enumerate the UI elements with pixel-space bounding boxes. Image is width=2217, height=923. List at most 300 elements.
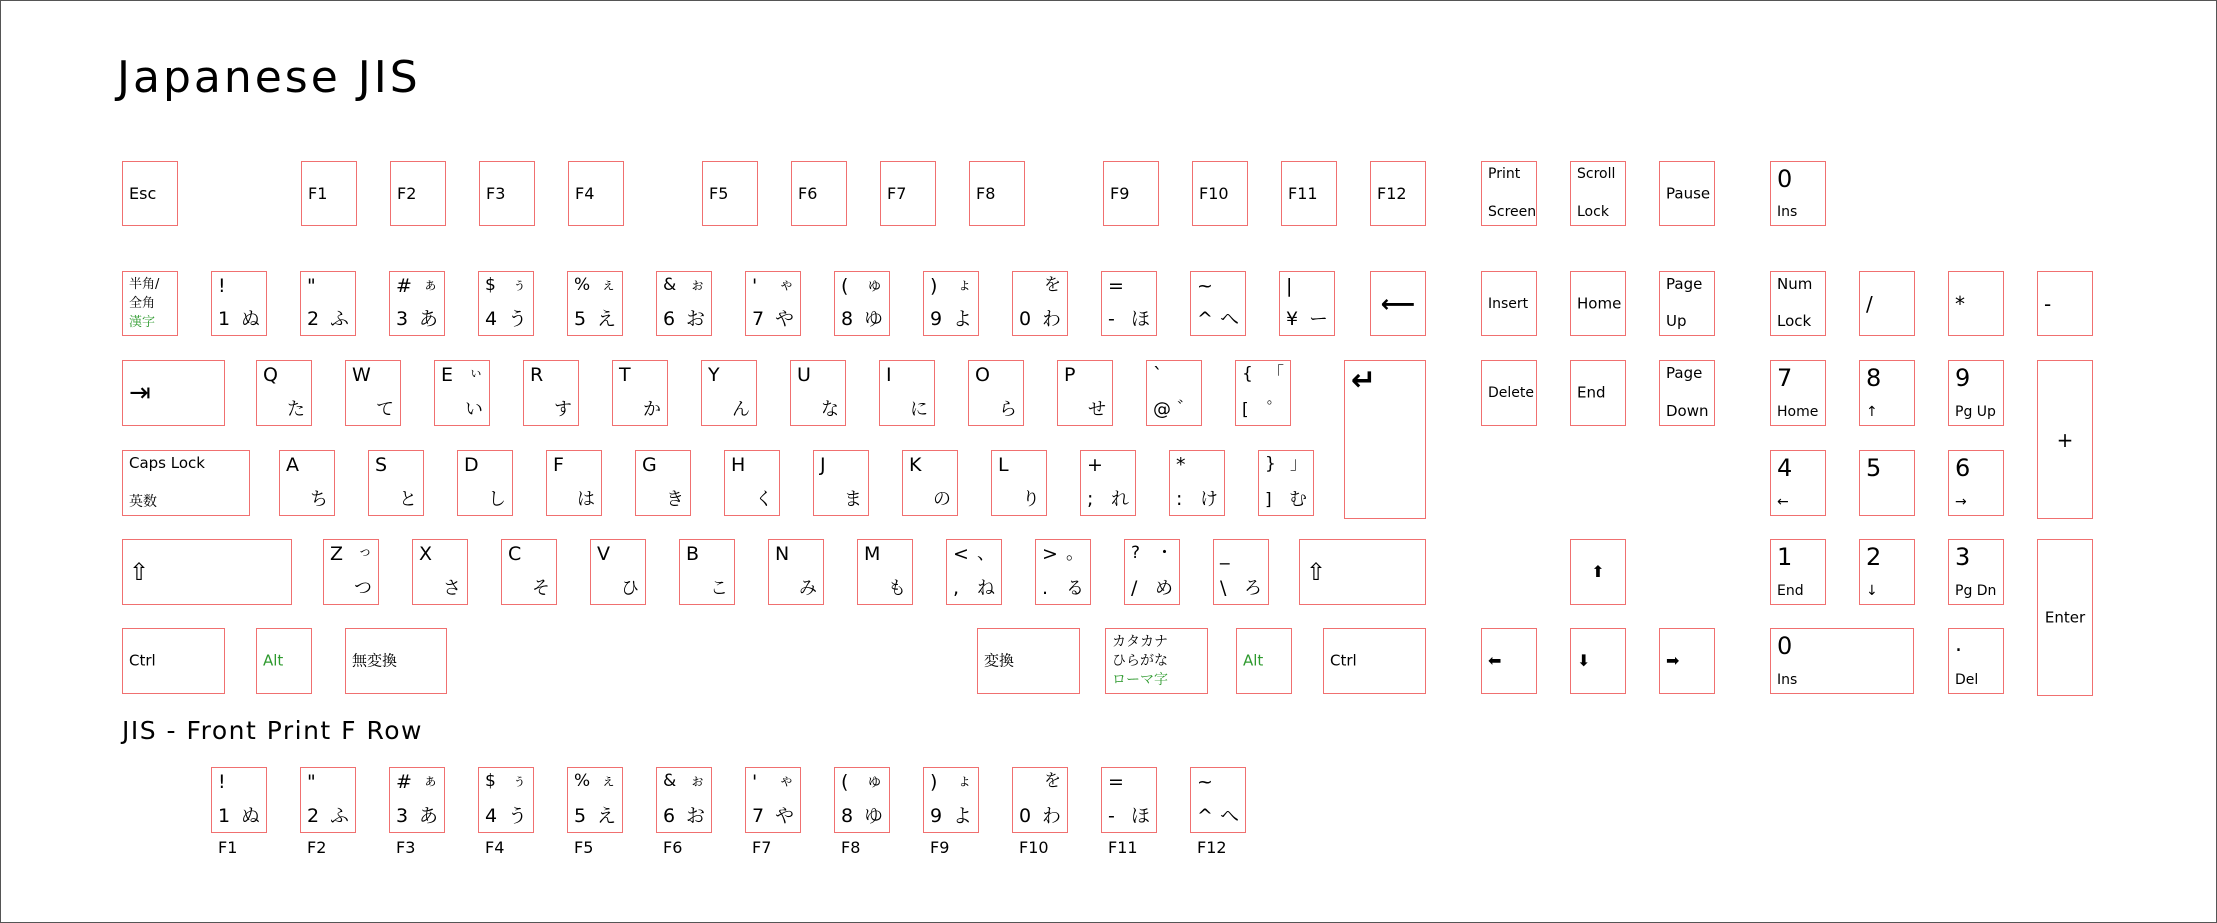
key-f3 bbox=[479, 161, 535, 226]
key-u bbox=[790, 360, 846, 426]
key-legend: い bbox=[465, 399, 483, 420]
key-legend: Z bbox=[330, 543, 344, 565]
key-legend: 6 bbox=[1955, 454, 1971, 482]
key-legend: 0 bbox=[1777, 165, 1793, 193]
key-legend: ) bbox=[930, 275, 938, 297]
key-legend: ひ bbox=[621, 578, 639, 599]
key-f bbox=[546, 450, 602, 516]
key-legend: Y bbox=[708, 364, 720, 386]
key-legend: ほ bbox=[1130, 805, 1150, 827]
key-num-9 bbox=[1948, 360, 2004, 426]
key-legend: F6 bbox=[798, 183, 818, 203]
key-legend: Scroll bbox=[1577, 166, 1616, 182]
key-legend: P bbox=[1064, 364, 1076, 386]
key-legend: 8 bbox=[1866, 364, 1882, 392]
key-legend: | bbox=[1286, 275, 1293, 297]
key-legend: ' bbox=[752, 275, 758, 297]
key-legend: く bbox=[755, 489, 773, 510]
key-arrow-left bbox=[1481, 628, 1537, 694]
key-f12 bbox=[1370, 161, 1426, 226]
key-legend: Insert bbox=[1488, 295, 1529, 312]
key-num-4 bbox=[1770, 450, 1826, 516]
key-right-shift bbox=[1299, 539, 1426, 605]
key-num-2 bbox=[1859, 539, 1915, 605]
key-num-multiply bbox=[1948, 271, 2004, 336]
key-legend: Lock bbox=[1577, 204, 1609, 220]
key-legend: ょ bbox=[956, 275, 972, 293]
key-legend: ぁ bbox=[422, 771, 438, 789]
key-num-divide bbox=[1859, 271, 1915, 336]
key-legend: " bbox=[307, 771, 316, 793]
key-4 bbox=[478, 271, 534, 336]
key-legend: 変換 bbox=[984, 651, 1015, 670]
key-legend: Alt bbox=[263, 651, 284, 670]
key-n bbox=[768, 539, 824, 605]
key-left-alt bbox=[256, 628, 312, 694]
key-legend: は bbox=[577, 489, 595, 510]
front-key-f9 bbox=[923, 767, 979, 833]
key-legend: End bbox=[1777, 583, 1804, 599]
key-legend: ひらがな bbox=[1112, 653, 1168, 669]
key-legend: - bbox=[1108, 308, 1115, 330]
key-legend: L bbox=[998, 454, 1009, 476]
key-legend: み bbox=[799, 578, 817, 599]
front-key-f8 bbox=[834, 767, 890, 833]
key-yen bbox=[1279, 271, 1335, 336]
front-key-f4 bbox=[478, 767, 534, 833]
key-legend: # bbox=[396, 275, 412, 297]
key-legend: 。 bbox=[1066, 543, 1084, 564]
key-legend: @ bbox=[1153, 399, 1171, 420]
key-legend: = bbox=[1108, 275, 1124, 297]
key-legend: つ bbox=[354, 578, 372, 599]
key-legend: F7 bbox=[887, 183, 907, 203]
key-legend: S bbox=[375, 454, 388, 476]
key-legend: や bbox=[774, 805, 794, 827]
key-legend: Q bbox=[263, 364, 278, 386]
key-legend: 1 bbox=[1777, 543, 1793, 571]
key-0 bbox=[1012, 271, 1068, 336]
key-legend: * bbox=[1955, 291, 1965, 316]
key-b bbox=[679, 539, 735, 605]
key-2 bbox=[300, 271, 356, 336]
key-legend: か bbox=[643, 399, 661, 420]
key-legend: め bbox=[1155, 578, 1173, 599]
key-legend: 7 bbox=[752, 805, 765, 827]
key-legend: X bbox=[419, 543, 433, 565]
key-legend: 8 bbox=[841, 805, 854, 827]
key-legend: } bbox=[1265, 454, 1276, 474]
key-legend: ぬ bbox=[240, 805, 260, 827]
key-legend: F2 bbox=[397, 183, 417, 203]
key-num-7 bbox=[1770, 360, 1826, 426]
key-legend: ぉ bbox=[689, 275, 705, 293]
key-legend: + bbox=[2056, 427, 2074, 452]
key-f7 bbox=[880, 161, 936, 226]
key-legend: ` bbox=[1153, 364, 1163, 386]
key-legend: 3 bbox=[396, 308, 409, 330]
front-key-f2 bbox=[300, 767, 356, 833]
key-legend: ぬ bbox=[240, 308, 260, 330]
key-legend: ・ bbox=[1156, 543, 1173, 563]
key-legend: え bbox=[596, 308, 616, 330]
key-legend: 9 bbox=[930, 308, 943, 330]
key-o bbox=[968, 360, 1024, 426]
key-legend: Num bbox=[1777, 275, 1813, 293]
key-j bbox=[813, 450, 869, 516]
key-f11 bbox=[1281, 161, 1337, 226]
key-legend: 3 bbox=[396, 805, 409, 827]
key-legend: G bbox=[642, 454, 657, 476]
key-legend: ぉ bbox=[689, 771, 705, 789]
key-legend: ぁ bbox=[422, 275, 438, 293]
key-legend: う bbox=[507, 805, 527, 827]
key-legend: ~ bbox=[1197, 771, 1213, 793]
key-legend: ^ bbox=[1197, 805, 1213, 827]
key-backslash bbox=[1213, 539, 1269, 605]
key-legend: F8 bbox=[976, 183, 996, 203]
front-row-label: F11 bbox=[1108, 838, 1138, 857]
key-i bbox=[879, 360, 935, 426]
diagram-title: Japanese JIS bbox=[117, 52, 421, 103]
key-legend: & bbox=[663, 275, 677, 295]
key-legend: き bbox=[666, 489, 684, 510]
key-legend: Print bbox=[1488, 166, 1521, 182]
key-num-enter bbox=[2037, 539, 2093, 696]
key-legend: Lock bbox=[1777, 312, 1812, 330]
key-y bbox=[701, 360, 757, 426]
key-hankaku-zenkaku bbox=[122, 271, 178, 336]
key-legend: ゆ bbox=[863, 805, 883, 827]
key-arrow-right bbox=[1659, 628, 1715, 694]
key-legend: F12 bbox=[1377, 183, 1407, 203]
key-legend: ゆ bbox=[863, 308, 883, 330]
key-legend: 1 bbox=[218, 805, 231, 827]
key-num-decimal bbox=[1948, 628, 2004, 694]
key-legend: 5 bbox=[574, 805, 587, 827]
front-row-label: F8 bbox=[841, 838, 861, 857]
key-legend: 4 bbox=[1777, 454, 1793, 482]
key-legend: Page bbox=[1666, 275, 1703, 293]
front-print-heading: JIS - Front Print F Row bbox=[122, 716, 423, 745]
key-legend: ↓ bbox=[1866, 583, 1878, 599]
key-legend: 7 bbox=[1777, 364, 1793, 392]
key-caret bbox=[1190, 271, 1246, 336]
key-legend: \ bbox=[1220, 577, 1227, 599]
front-key-f5 bbox=[567, 767, 623, 833]
key-print-screen bbox=[1481, 161, 1537, 226]
key-legend: ほ bbox=[1130, 308, 1150, 330]
key-legend: F10 bbox=[1199, 183, 1229, 203]
key-legend: う bbox=[507, 308, 527, 330]
key-legend: Home bbox=[1777, 404, 1819, 420]
key-legend: 、 bbox=[977, 543, 995, 564]
key-legend: ⬇ bbox=[1577, 651, 1591, 670]
key-legend: ~ bbox=[1197, 275, 1213, 297]
key-legend: ⬅ bbox=[1488, 651, 1502, 670]
key-w bbox=[345, 360, 401, 426]
key-muhenkan bbox=[345, 628, 447, 694]
key-legend: な bbox=[821, 399, 839, 420]
key-tab bbox=[122, 360, 225, 426]
key-legend: ] bbox=[1265, 490, 1272, 510]
key-legend: ⇧ bbox=[129, 558, 150, 586]
key-slash bbox=[1124, 539, 1180, 605]
key-legend: 0 bbox=[1019, 805, 1032, 827]
key-legend: お bbox=[685, 308, 705, 330]
key-legend: ゃ bbox=[778, 771, 794, 789]
key-legend: こ bbox=[710, 578, 728, 599]
key-legend: { bbox=[1242, 364, 1253, 384]
key-katakana-hiragana bbox=[1105, 628, 1208, 694]
key-legend: 0 bbox=[1019, 308, 1032, 330]
key-legend: U bbox=[797, 364, 811, 386]
key-legend: ろ bbox=[1244, 578, 1262, 599]
key-legend: へ bbox=[1219, 805, 1239, 827]
key-legend: ( bbox=[841, 771, 849, 793]
key-t bbox=[612, 360, 668, 426]
key-num-5 bbox=[1859, 450, 1915, 516]
key-legend: 4 bbox=[485, 805, 498, 827]
key-legend: ? bbox=[1131, 543, 1141, 563]
key-f6 bbox=[791, 161, 847, 226]
key-legend: E bbox=[441, 364, 454, 386]
key-legend: 6 bbox=[663, 308, 676, 330]
key-7 bbox=[745, 271, 801, 336]
key-legend: F9 bbox=[1110, 183, 1130, 203]
key-at bbox=[1146, 360, 1202, 426]
key-left-shift bbox=[122, 539, 292, 605]
key-p bbox=[1057, 360, 1113, 426]
key-legend: % bbox=[574, 275, 591, 295]
front-key-f10 bbox=[1012, 767, 1068, 833]
key-legend: ち bbox=[310, 489, 328, 510]
key-f8 bbox=[969, 161, 1025, 226]
key-legend: % bbox=[574, 771, 591, 791]
key-legend: 8 bbox=[841, 308, 854, 330]
key-legend: A bbox=[286, 454, 299, 476]
key-legend: お bbox=[685, 805, 705, 827]
key-num-8 bbox=[1859, 360, 1915, 426]
key-legend: Ins bbox=[1777, 672, 1798, 688]
key-legend: 全角 bbox=[129, 296, 156, 311]
key-f4 bbox=[568, 161, 624, 226]
key-f2 bbox=[390, 161, 446, 226]
key-legend: わ bbox=[1041, 308, 1061, 330]
key-legend: 「 bbox=[1267, 364, 1284, 384]
key-legend: 漢字 bbox=[129, 315, 156, 330]
key-legend: F1 bbox=[308, 183, 328, 203]
key-legend: $ bbox=[485, 275, 496, 295]
key-page-down bbox=[1659, 360, 1715, 426]
key-6 bbox=[656, 271, 712, 336]
key-legend: ね bbox=[977, 578, 995, 599]
key-legend: た bbox=[287, 399, 305, 420]
key-legend: ローマ字 bbox=[1112, 672, 1168, 688]
key-k bbox=[902, 450, 958, 516]
key-legend: そ bbox=[532, 578, 550, 599]
key-legend: Down bbox=[1666, 402, 1709, 420]
key-legend: Page bbox=[1666, 364, 1703, 382]
key-legend: り bbox=[1022, 489, 1040, 510]
front-key-f7 bbox=[745, 767, 801, 833]
key-3 bbox=[389, 271, 445, 336]
key-legend: < bbox=[953, 543, 969, 565]
key-legend: 7 bbox=[752, 308, 765, 330]
key-legend: M bbox=[864, 543, 881, 565]
key-num-3 bbox=[1948, 539, 2004, 605]
key-legend: あ bbox=[418, 805, 438, 827]
front-row-label: F12 bbox=[1197, 838, 1227, 857]
key-legend: ふ bbox=[329, 805, 349, 827]
key-legend: Home bbox=[1577, 294, 1622, 312]
key-legend: カタカナ bbox=[1112, 634, 1168, 650]
key-insert bbox=[1481, 271, 1537, 336]
key-legend: & bbox=[663, 771, 677, 791]
key-legend: ゅ bbox=[866, 771, 883, 791]
key-legend: B bbox=[686, 543, 700, 565]
key-comma bbox=[946, 539, 1002, 605]
key-legend: 」 bbox=[1290, 454, 1307, 474]
key-legend: ( bbox=[841, 275, 849, 297]
key-legend: ¥ bbox=[1286, 308, 1299, 330]
front-row-label: F6 bbox=[663, 838, 683, 857]
key-legend: 5 bbox=[574, 308, 587, 330]
key-legend: Caps Lock bbox=[129, 454, 205, 472]
key-legend: せ bbox=[1088, 399, 1106, 420]
key-scroll-lock bbox=[1570, 161, 1626, 226]
key-legend: . bbox=[1042, 577, 1049, 599]
key-legend: ぇ bbox=[600, 771, 616, 789]
key-legend: Del bbox=[1955, 672, 1979, 688]
key-legend: 2 bbox=[307, 805, 320, 827]
key-legend: 半角/ bbox=[129, 277, 160, 292]
key-legend: 5 bbox=[1866, 454, 1882, 482]
key-legend: ゛ bbox=[1177, 399, 1195, 420]
key-q bbox=[256, 360, 312, 426]
key-legend: ら bbox=[999, 399, 1017, 420]
key-legend: . bbox=[1955, 632, 1962, 657]
key-legend: に bbox=[910, 399, 928, 420]
key-legend: さ bbox=[443, 578, 461, 599]
front-row-label: F10 bbox=[1019, 838, 1049, 857]
key-legend: J bbox=[820, 454, 826, 476]
key-esc bbox=[122, 161, 178, 226]
front-row-label: F7 bbox=[752, 838, 772, 857]
key-legend: て bbox=[376, 399, 394, 420]
key-legend: Ctrl bbox=[129, 651, 156, 670]
key-l bbox=[991, 450, 1047, 516]
key-legend: 9 bbox=[930, 805, 943, 827]
front-key-f6 bbox=[656, 767, 712, 833]
key-num-0 bbox=[1770, 628, 1914, 694]
key-legend: と bbox=[399, 489, 417, 510]
key-legend: F4 bbox=[575, 183, 595, 203]
key-num-plus bbox=[2037, 360, 2093, 519]
key-legend: F5 bbox=[709, 183, 729, 203]
key-legend: ! bbox=[218, 275, 226, 297]
key-legend: N bbox=[775, 543, 790, 565]
key-legend: 2 bbox=[1866, 543, 1882, 571]
key-legend: → bbox=[1955, 494, 1967, 510]
front-row-label: F3 bbox=[396, 838, 416, 857]
key-legend: ⇧ bbox=[1306, 558, 1327, 586]
key-legend: ぅ bbox=[511, 771, 527, 789]
key-legend: End bbox=[1577, 383, 1606, 402]
key-legend: ↑ bbox=[1866, 404, 1878, 420]
key-legend: 英数 bbox=[129, 494, 157, 510]
key-legend: ゅ bbox=[866, 275, 883, 295]
key-legend: 2 bbox=[307, 308, 320, 330]
key-legend: F11 bbox=[1288, 183, 1318, 203]
key-page-up bbox=[1659, 271, 1715, 336]
key-f10 bbox=[1192, 161, 1248, 226]
key-legend: ぃ bbox=[469, 365, 483, 381]
key-g bbox=[635, 450, 691, 516]
key-legend: Esc bbox=[129, 183, 157, 203]
key-legend: 9 bbox=[1955, 364, 1971, 392]
key-h bbox=[724, 450, 780, 516]
key-legend: や bbox=[774, 308, 794, 330]
key-legend: Pg Up bbox=[1955, 404, 1996, 420]
key-legend: Pause bbox=[1666, 184, 1711, 202]
key-legend: # bbox=[396, 771, 412, 793]
key-home bbox=[1570, 271, 1626, 336]
key-legend: Screen bbox=[1488, 204, 1537, 220]
key-legend: っ bbox=[358, 544, 372, 560]
key-f9 bbox=[1103, 161, 1159, 226]
front-key-f1 bbox=[211, 767, 267, 833]
key-legend: の bbox=[933, 489, 951, 510]
key-legend: > bbox=[1042, 543, 1058, 565]
key-pause bbox=[1659, 161, 1715, 226]
key-legend: よ bbox=[952, 805, 972, 827]
key-a bbox=[279, 450, 335, 516]
key-legend: も bbox=[888, 578, 906, 599]
key-legend: ) bbox=[930, 771, 938, 793]
key-legend: V bbox=[597, 543, 610, 565]
key-num-lock bbox=[1770, 271, 1826, 336]
key-legend: わ bbox=[1041, 805, 1061, 827]
key-r bbox=[523, 360, 579, 426]
key-semicolon bbox=[1080, 450, 1136, 516]
key-8 bbox=[834, 271, 890, 336]
key-legend: 無変換 bbox=[352, 651, 398, 670]
key-legend: を bbox=[1044, 771, 1061, 791]
key-delete bbox=[1481, 360, 1537, 426]
key-1 bbox=[211, 271, 267, 336]
key-legend: ! bbox=[218, 771, 226, 793]
key-legend: H bbox=[731, 454, 746, 476]
key-legend: T bbox=[619, 364, 631, 386]
key-legend: + bbox=[1087, 454, 1103, 476]
key-legend: Enter bbox=[2044, 608, 2086, 626]
key-v bbox=[590, 539, 646, 605]
key-legend: - bbox=[1108, 805, 1115, 827]
key-legend: F3 bbox=[486, 183, 506, 203]
key-legend: ; bbox=[1087, 488, 1094, 510]
key-right-ctrl bbox=[1323, 628, 1426, 694]
key-legend: 1 bbox=[218, 308, 231, 330]
key-legend: = bbox=[1108, 771, 1124, 793]
key-e bbox=[434, 360, 490, 426]
key-num-minus bbox=[2037, 271, 2093, 336]
key-f1 bbox=[301, 161, 357, 226]
key-legend: ⬆ bbox=[1591, 562, 1605, 581]
key-top-0-ins bbox=[1770, 161, 1826, 226]
key-legend: _ bbox=[1220, 543, 1230, 565]
key-legend: よ bbox=[952, 308, 972, 330]
